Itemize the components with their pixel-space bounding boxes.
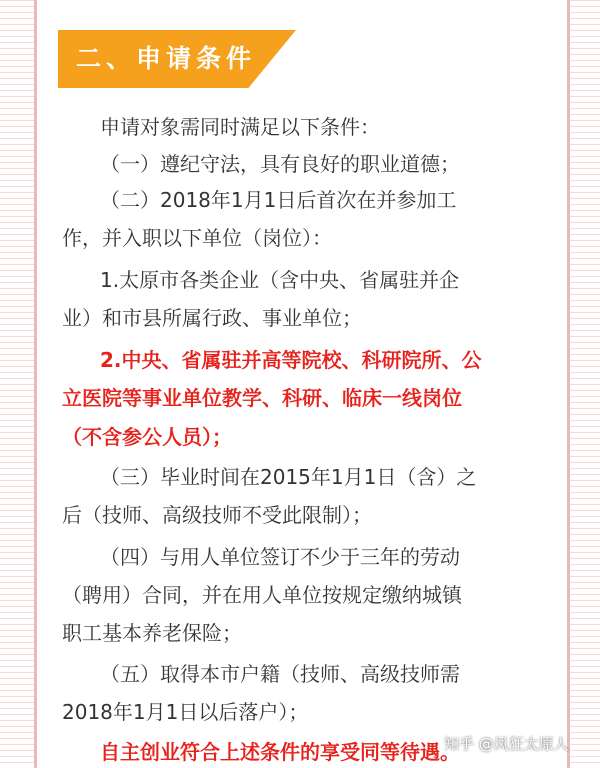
condition-5-line-1: （五）取得本市户籍（技师、高级技师需 [100, 662, 460, 686]
condition-4-line-3: 职工基本养老保险； [62, 621, 242, 645]
condition-4-line-1: （四）与用人单位签订不少于三年的劳动 [100, 545, 460, 569]
condition-3-line-1: （三）毕业时间在2015年1月1日（含）之 [100, 465, 477, 489]
intro-line: 申请对象需同时满足以下条件： [100, 115, 380, 139]
unit-type-1-line-1: 1.太原市各类企业（含中央、省属驻并企 [100, 268, 460, 292]
condition-2-line-1: （二）2018年1月1日后首次在并参加工 [100, 188, 457, 212]
unit-type-2-line-1: 2.中央、省属驻并高等院校、科研院所、公 [100, 348, 482, 372]
watermark: 知乎 @凤狂太原人 [444, 735, 569, 753]
unit-type-1-line-2: 业）和市县所属行政、事业单位； [62, 306, 362, 330]
condition-2-line-2: 作，并入职以下单位（岗位）： [62, 226, 332, 250]
self-employment-note: 自主创业符合上述条件的享受同等待遇。 [100, 740, 460, 764]
condition-5-line-2: 2018年1月1日以后落户）； [62, 700, 309, 724]
unit-type-2-line-2: 立医院等事业单位教学、科研、临床一线岗位 [62, 386, 462, 410]
condition-1-line: （一）遵纪守法，具有良好的职业道德； [100, 152, 460, 176]
section-heading: 二、申请条件 [76, 44, 257, 73]
condition-4-line-2: （聘用）合同，并在用人单位按规定缴纳城镇 [62, 583, 462, 607]
unit-type-2-line-3: （不含参公人员）； [62, 425, 232, 449]
condition-3-line-2: 后（技师、高级技师不受此限制）； [62, 503, 372, 527]
